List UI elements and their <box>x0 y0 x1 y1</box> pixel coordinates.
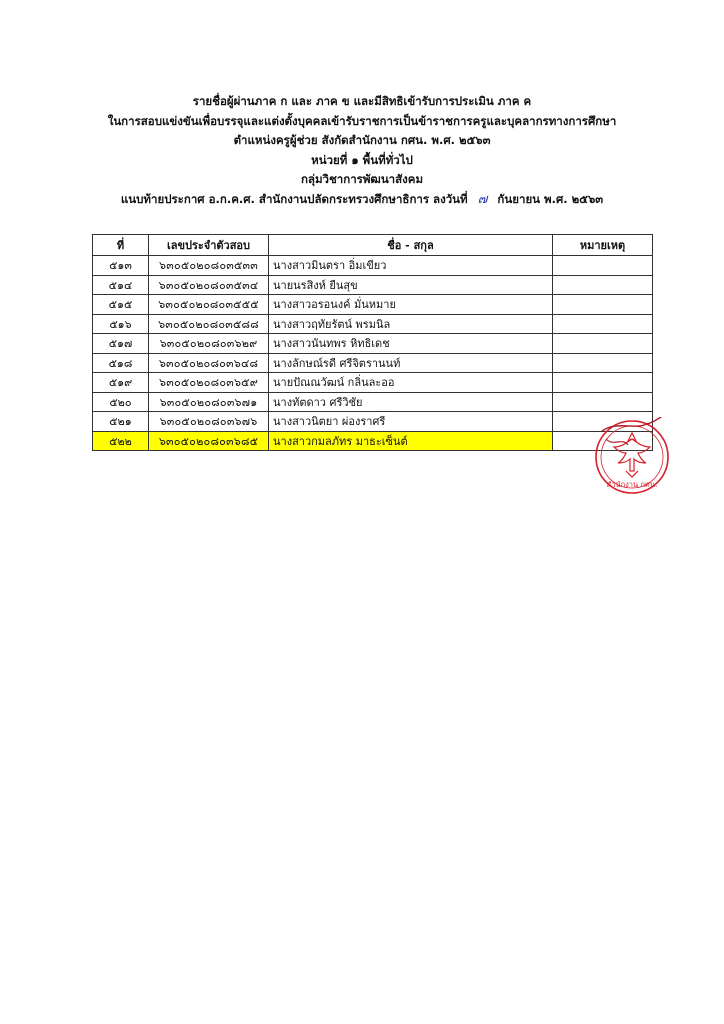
header-full-name: ชื่อ - สกุล <box>269 235 553 256</box>
cell-full-name: นางลักษณ์รดี ศรีจิตรานนท์ <box>269 353 553 373</box>
cell-exam-id: ๖๓๐๕๐๒๐๘๐๓๖๗๖ <box>149 412 269 432</box>
cell-exam-id: ๖๓๐๕๐๒๐๘๐๓๕๕๕ <box>149 295 269 315</box>
cell-exam-id: ๖๓๐๕๐๒๐๘๐๓๖๔๘ <box>149 353 269 373</box>
header-note: หมายเหตุ <box>553 235 653 256</box>
cell-note <box>553 275 653 295</box>
cell-no: ๕๑๙ <box>93 373 149 393</box>
cell-note <box>553 353 653 373</box>
cell-note <box>553 392 653 412</box>
table-row <box>93 412 653 432</box>
header-unit: หน่วยที่ ๑ พื้นที่ทั่วไป <box>311 152 413 167</box>
candidate-table <box>92 234 653 451</box>
annex-suffix: กันยายน พ.ศ. ๒๕๖๓ <box>497 191 604 206</box>
cell-exam-id: ๖๓๐๕๐๒๐๘๐๓๖๘๕ <box>149 431 269 451</box>
header-exam-description: ในการสอบแข่งขันเพื่อบรรจุและแต่งตั้งบุคคลเข้ารับราชการเป็นข้าราชการครูและบุคลากรทางการศึกษา <box>107 113 617 128</box>
cell-full-name: นายปัณณวัฒน์ กลิ่นละออ <box>269 373 553 393</box>
cell-note <box>553 295 653 315</box>
cell-note <box>553 334 653 354</box>
header-exam-id: เลขประจำตัวสอบ <box>149 235 269 256</box>
cell-no: ๕๑๘ <box>93 353 149 373</box>
cell-no: ๕๑๓ <box>93 256 149 276</box>
header-subject-group: กลุ่มวิชาการพัฒนาสังคม <box>300 172 424 186</box>
cell-note <box>553 256 653 276</box>
table-row-highlighted <box>93 431 653 451</box>
table-row <box>93 353 653 373</box>
header-no: ที่ <box>93 235 149 256</box>
cell-no: ๕๒๒ <box>93 431 149 451</box>
cell-exam-id: ๖๓๐๕๐๒๐๘๐๓๕๓๓ <box>149 256 269 276</box>
table-row <box>93 275 653 295</box>
cell-no: ๕๑๕ <box>93 295 149 315</box>
cell-no: ๕๒๐ <box>93 392 149 412</box>
cell-no: ๕๒๑ <box>93 412 149 432</box>
cell-no: ๕๑๔ <box>93 275 149 295</box>
table-row <box>93 373 653 393</box>
stamp-text: สำนักงาน กศน. <box>606 480 658 489</box>
table-row <box>93 295 653 315</box>
cell-exam-id: ๖๓๐๕๐๒๐๘๐๓๖๗๑ <box>149 392 269 412</box>
annex-prefix: แนบท้ายประกาศ อ.ก.ค.ศ. สำนักงานปลัดกระทรวงศึกษาธิการ ลงวันที่ <box>120 191 468 206</box>
table-header-row <box>93 235 653 256</box>
official-seal-stamp <box>592 417 672 497</box>
cell-full-name: นางสาวนิตยา ผ่องราศรี <box>269 412 553 432</box>
cell-full-name: นางสาวฤทัยรัตน์ พรมนิล <box>269 314 553 334</box>
cell-exam-id: ๖๓๐๕๐๒๐๘๐๓๖๕๙ <box>149 373 269 393</box>
cell-note <box>553 373 653 393</box>
table-row <box>93 334 653 354</box>
cell-no: ๕๑๗ <box>93 334 149 354</box>
cell-full-name: นายนรสิงห์ ยืนสุข <box>269 275 553 295</box>
cell-note <box>553 314 653 334</box>
cell-full-name: นางสาวนันทพร หิทธิเดช <box>269 334 553 354</box>
table-row <box>93 392 653 412</box>
cell-no: ๕๑๖ <box>93 314 149 334</box>
table-row <box>93 314 653 334</box>
cell-full-name: นางสาวอรอนงค์ มั่นหมาย <box>269 295 553 315</box>
cell-full-name: นางทัตดาว ศรีวิชัย <box>269 392 553 412</box>
cell-exam-id: ๖๓๐๕๐๒๐๘๐๓๕๘๘ <box>149 314 269 334</box>
header-position: ตำแหน่งครูผู้ช่วย สังกัดสำนักงาน กศน. พ.ศ. ๒๕๖๓ <box>233 133 491 147</box>
cell-exam-id: ๖๓๐๕๐๒๐๘๐๓๖๒๙ <box>149 334 269 354</box>
handwritten-day: ๗ <box>477 191 488 207</box>
cell-full-name: นางสาวกมลภัทร มาธะเซ็นต์ <box>269 431 553 451</box>
header-annex-line <box>40 190 684 210</box>
document-header <box>40 92 684 209</box>
cell-exam-id: ๖๓๐๕๐๒๐๘๐๓๕๓๔ <box>149 275 269 295</box>
header-title: รายชื่อผู้ผ่านภาค ก และ ภาค ข และมีสิทธิเข้ารับการประเมิน ภาค ค <box>192 94 532 108</box>
table-row <box>93 256 653 276</box>
cell-full-name: นางสาวมินตรา อิ่มเขียว <box>269 256 553 276</box>
